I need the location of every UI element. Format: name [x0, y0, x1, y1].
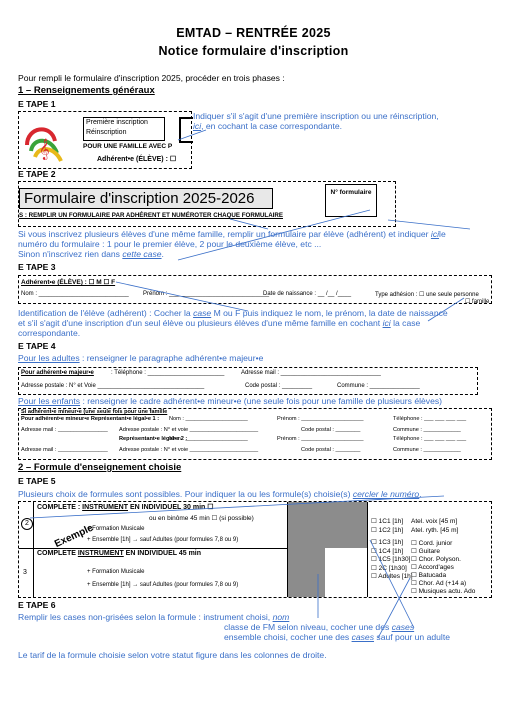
- etape6-line3: ensemble choisi, cocher une des cases sauf pour un adulte: [224, 632, 450, 642]
- etape3-label: E TAPE 3: [18, 262, 56, 272]
- nom-field: Nom : ___________________________: [21, 291, 129, 297]
- etape6-cases-link-1: cases: [391, 622, 415, 632]
- atelier-column: Atel. voix [45 m] Atel. ryth. [45 m]: [411, 518, 459, 534]
- etape6-line2: classe de FM selon niveau, cocher une des cases: [224, 622, 415, 632]
- etape2-note: Si vous inscrivez plusieurs élèves d'une même famille, remplir un formulaire par élève (adhérent) et indiquer icile numéro du formulaire : 1 pour le premier élève, 2 pour le deuxième élève, etc ... Sinon n'inscrivez rien dans cette case.: [18, 229, 446, 259]
- formules-table: [18, 501, 492, 598]
- page-title-line2: Notice formulaire d'inscription: [158, 44, 349, 58]
- adultes-note: Pour les adultes : renseigner le paragraphe adhérent•e majeur•e: [18, 353, 264, 363]
- section1-title: 1 – Renseignements généraux: [18, 85, 155, 96]
- adherent-majeur-box: Pour adhérent•e majeur•e : Téléphone : _______________________ Adresse mail : ______________________________ Adresse postale : N° et Voie ________________________________ Code postal : _________ Commune : _______________: [18, 367, 478, 395]
- formule-number: 3: [23, 569, 27, 576]
- etape6-label: E TAPE 6: [18, 600, 56, 610]
- famille-option: ☐ famille: [465, 299, 490, 305]
- etape3-case-link: case: [193, 308, 212, 318]
- type-adhesion-field: Type adhésion : ☐ une seule personne: [375, 292, 479, 298]
- etape6-nom-link: nom: [272, 612, 290, 622]
- etape2-label: E TAPE 2: [18, 169, 56, 179]
- etape2-cette-case-link: cette case: [122, 249, 162, 259]
- adherent-row: Adhérent•e (ÉLÈVE) : ☐: [97, 156, 177, 163]
- inscription-type-box: [83, 117, 165, 141]
- svg-text:𝄞: 𝄞: [39, 139, 50, 160]
- etape2-sub-banner: S : REMPLIR UN FORMULAIRE PAR ADHÉRENT ET NUMÉROTER CHAQUE FORMULAIRE: [19, 212, 283, 219]
- etape2-form-excerpt: [18, 181, 396, 227]
- formule-2-ensemble: + Ensemble [1h] → sauf Adultes (pour formules 7,8 ou 9): [87, 537, 239, 543]
- section2-title: 2 – Formule d'enseignement choisie: [18, 462, 182, 473]
- etape1-note: Indiquer s'il s'agit d'une première inscription ou une réinscription, ici, en cochant la case correspondante.: [193, 111, 439, 131]
- page-title-line1: EMTAD – RENTRÉE 2025: [176, 26, 331, 40]
- form-title-box: Formulaire d'inscription 2025-2026: [19, 188, 273, 209]
- etape1-label: E TAPE 1: [18, 99, 56, 109]
- formule-2-title: COMPLETE : INSTRUMENT EN INDIVIDUEL 30 min ☐: [37, 504, 214, 511]
- premiere-inscription-label: Première inscription: [86, 119, 148, 126]
- instrument-cell: [325, 502, 368, 597]
- enfants-note: Pour les enfants : renseigner le cadre adhérent•e mineur•e (une seule fois pour une famille de plusieurs élèves): [18, 396, 443, 406]
- etape2-arrow-2: [388, 220, 470, 229]
- etape2-ici-link: ici: [430, 229, 440, 239]
- formule-3-title: COMPLETE INSTRUMENT EN INDIVIDUEL 45 min: [37, 550, 202, 557]
- etape6-line1: Remplir les cases non-grisées selon la formule : instrument choisi, nom: [18, 612, 290, 622]
- formule-number-circled: 2: [21, 518, 33, 530]
- formule-2-binome: ou en binôme 45 min ☐ (si possible): [149, 515, 254, 522]
- school-logo: [21, 117, 67, 167]
- etape3-form-excerpt: [18, 275, 492, 304]
- etape5-label: E TAPE 5: [18, 476, 56, 486]
- intro-text: Pour rempli le formulaire d'inscription 2025, procéder en trois phases :: [18, 73, 285, 83]
- numero-formulaire-box: N° formulaire: [325, 184, 377, 217]
- adherent-sex-row: Adhérent•e (ÉLÈVE) : ☐ M ☐ F: [21, 279, 116, 286]
- ensemble-column: ☐ Cord. junior ☐ Guitare ☐ Chor. Polyson. ☐ Accord'ages ☐ Batucada ☐ Chor. Ad (+14 a) ☐ Musiques actu. Ado: [411, 540, 476, 595]
- prenom-field: Prénom : ______________________________: [143, 291, 270, 297]
- etape6-cases-link-2: cases: [351, 632, 375, 642]
- grey-cell: [287, 502, 327, 597]
- formule-2-fm: + Formation Musicale: [87, 526, 145, 532]
- date-naissance-field: Date de naissance : __ /__ /____: [263, 291, 352, 297]
- footer-note: Le tarif de la formule choisie selon votre statut figure dans les colonnes de droite.: [18, 650, 327, 660]
- grey-cell-top: [325, 502, 367, 548]
- adherent-mineur-box: Si adhérent•e mineur•e (une seule fois pour une famille Pour adhérent•e mineur•e Représentant•e légal•e 1 : Nom : ____________________ Prénom : ____________________ Téléphone : ___ ___ ___ ___ Adresse mail : ________________ Adresse postale : N° et voie ______________________ Code postal : ________ Commune : ____________ Représentant•e légal•e 2 : Nom : ____________________ Prénom : ____________________ Téléphone : ___ ___ ___ ___ Adresse mail : ________________ Adresse postale : N° et voie ______________________ Code postal : ________ Commune : ____________: [18, 408, 492, 460]
- etape3-note: Identification de l'élève (adhérent) : Cocher la case M ou F puis indiquez le nom, le prénom, la date de naissance et s'il s'agit d'une inscription d'un seul élève ou plusieurs élèves d'une même famille en cochant ici la case correspondante.: [18, 308, 448, 338]
- etape4-label: E TAPE 4: [18, 341, 56, 351]
- cercler-numero-link: cercler le numéro: [352, 489, 420, 499]
- fm-column: ☐ 1C1 [1h] ☐ 1C2 [1h] ☐ 1C3 [1h] ☐ 1C4 [1h] ☐ 1C5 [1h30] ☐ 2C [1h30] ☐ Adultes [1h]: [371, 518, 413, 580]
- family-banner: POUR UNE FAMILLE AVEC P: [83, 143, 173, 150]
- etape1-ici-link: ici: [193, 121, 202, 131]
- formule-3-fm: + Formation Musicale: [87, 569, 145, 575]
- formule-row-3: [19, 549, 287, 597]
- numero-box-edge: [179, 117, 193, 143]
- formule-3-ensemble: + Ensemble [1h] → sauf Adultes (pour formules 7,8 ou 9): [87, 582, 239, 588]
- exemple-stamp: Exemple: [53, 522, 95, 550]
- etape5-note: Plusieurs choix de formules sont possibles. Pour indiquer la ou les formule(s) choisie(s) cercler le numéro.: [18, 489, 422, 499]
- etape1-form-excerpt: [18, 111, 192, 169]
- reinscription-label: Réinscription: [86, 129, 127, 136]
- etape3-ici-link: ici: [382, 318, 391, 328]
